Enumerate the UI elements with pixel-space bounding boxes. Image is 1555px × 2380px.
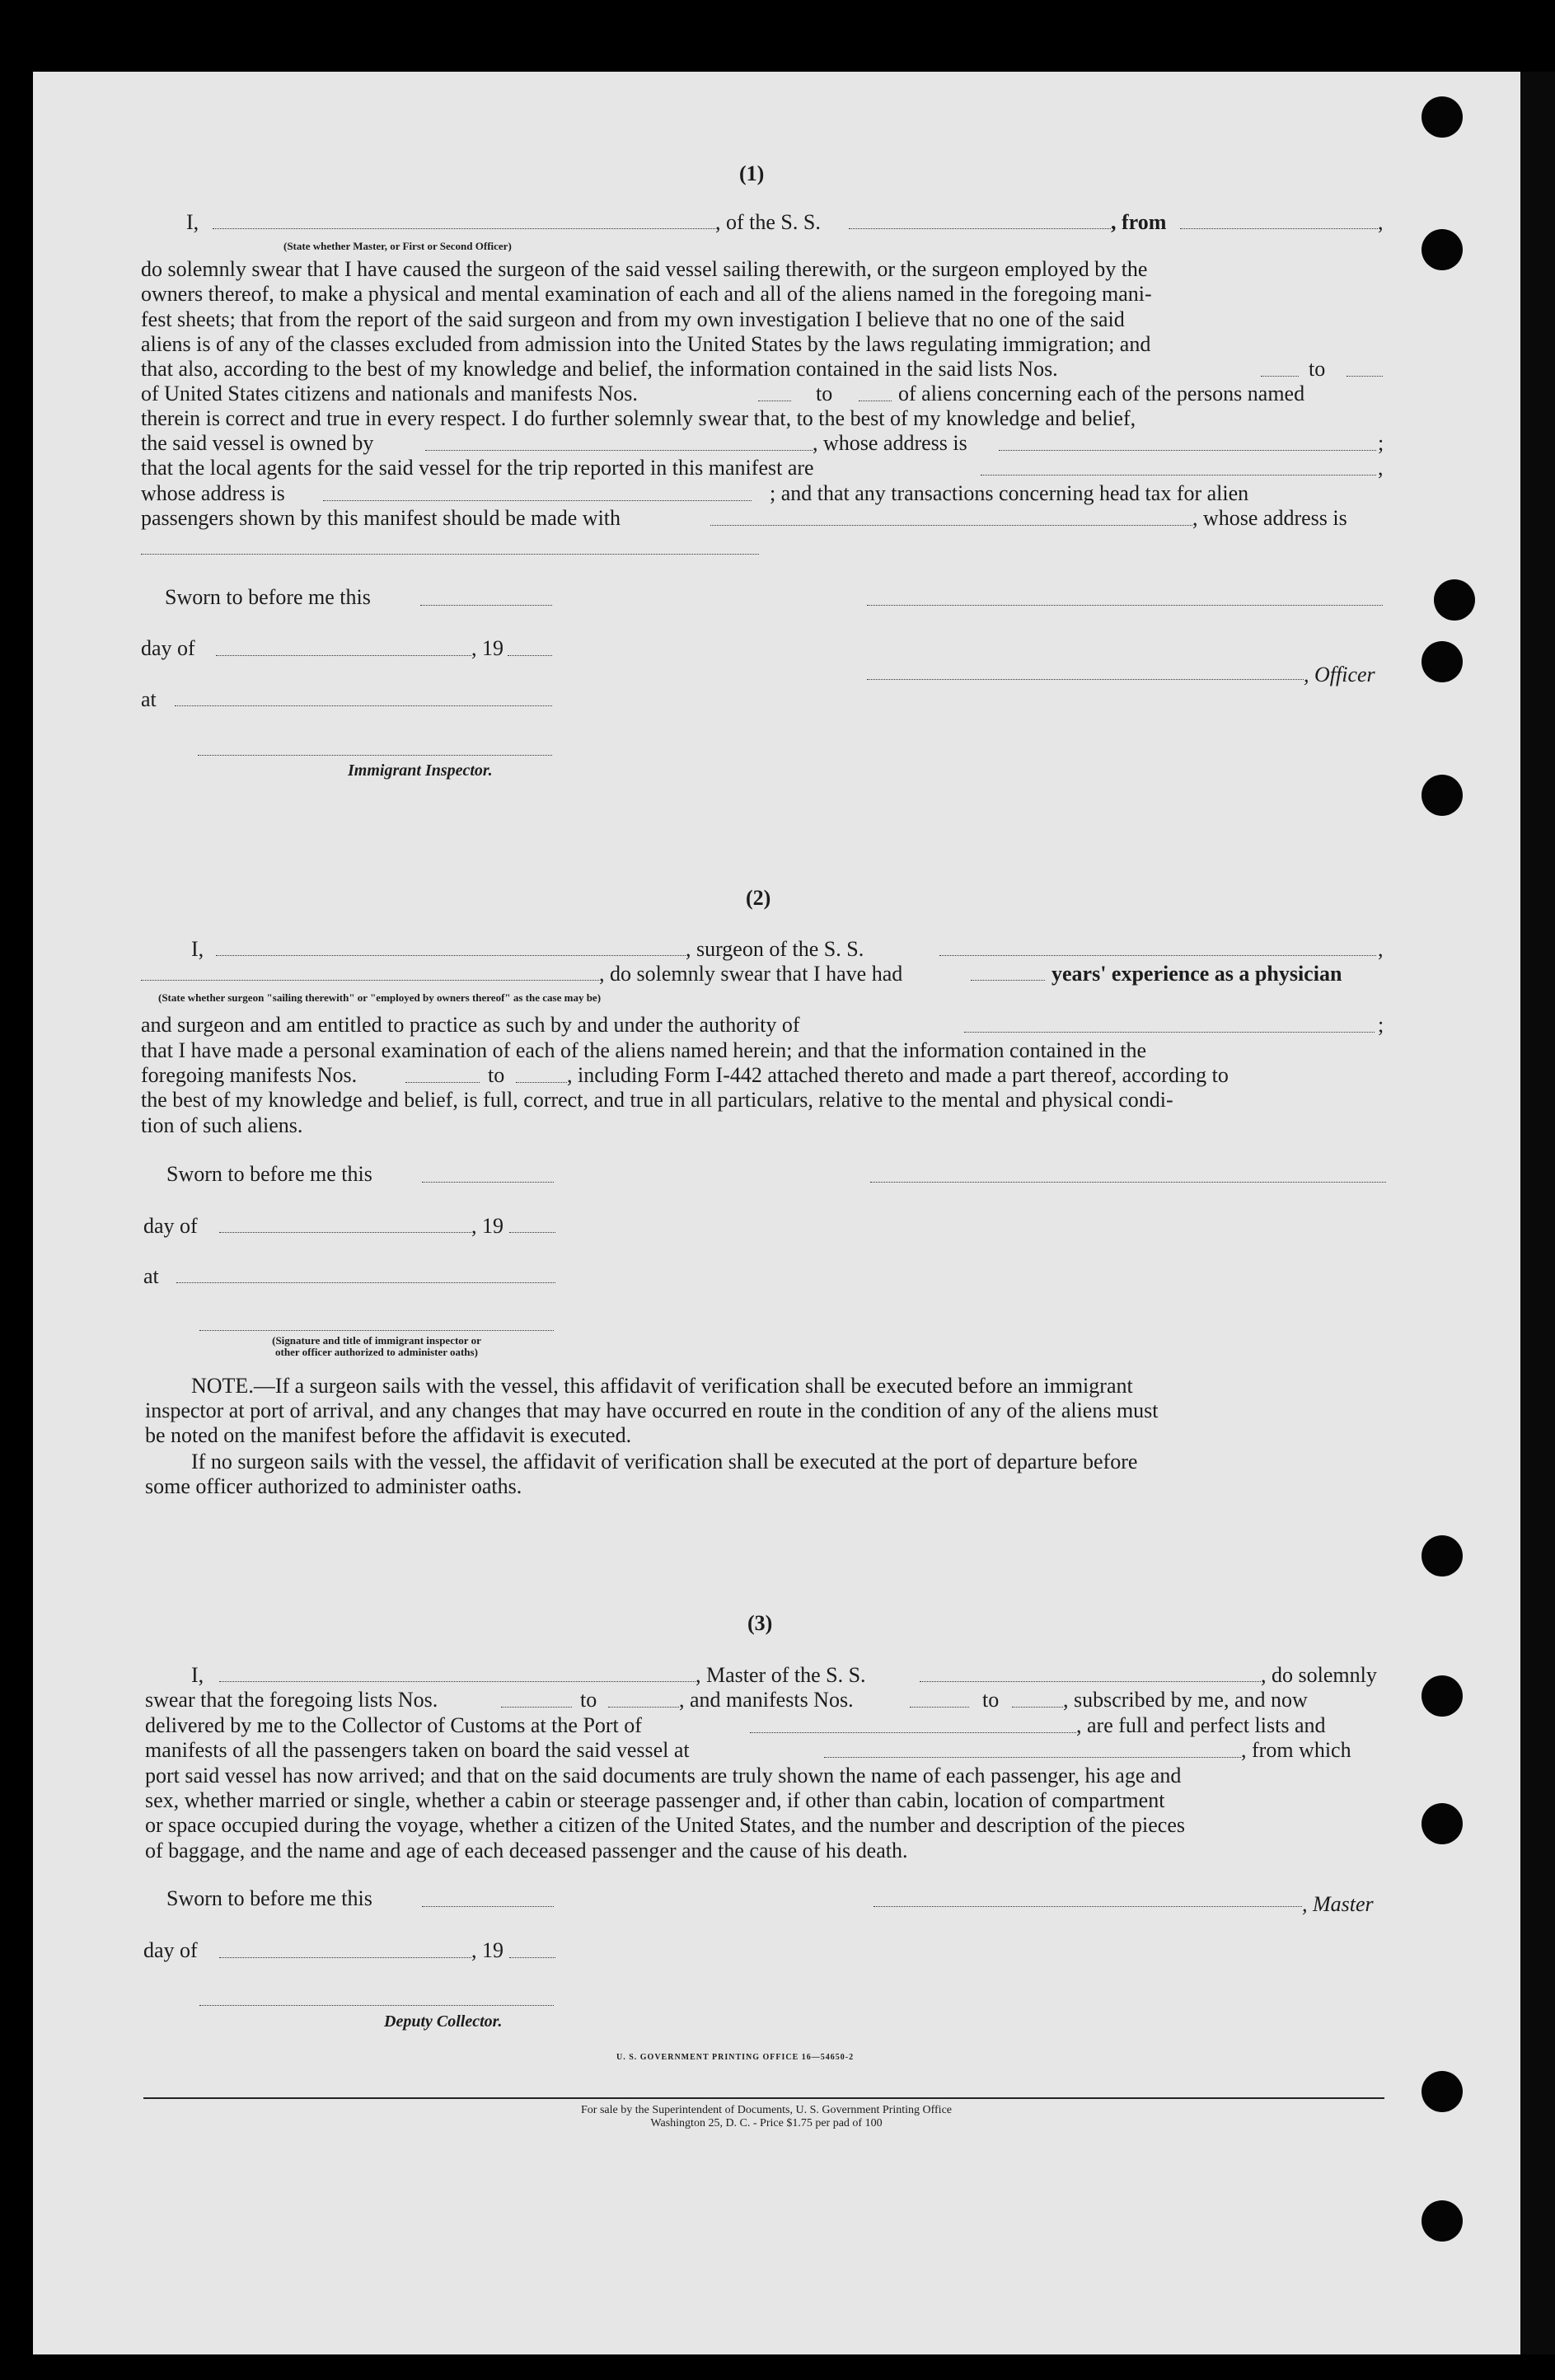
s3-port-field[interactable]	[750, 1732, 1076, 1733]
s3-solemnly: , do solemnly	[1261, 1663, 1377, 1687]
s1-whose-address: , whose address is	[813, 431, 967, 455]
s3-boarding-port-field[interactable]	[824, 1757, 1241, 1758]
s1-at-field[interactable]	[175, 705, 552, 706]
s1-year: , 19	[471, 636, 504, 660]
s1-officer-field[interactable]	[213, 228, 715, 229]
s2-line1-comma: ,	[1378, 937, 1384, 961]
s1-day-of: day of	[141, 636, 195, 660]
binder-hole	[1422, 775, 1463, 816]
s2-to: to	[488, 1063, 505, 1087]
s2-note-line: If no surgeon sails with the vessel, the affidavit of verification shall be executed at the port of departure before	[191, 1450, 1138, 1473]
s1-whose-address-end: , whose address is	[1192, 506, 1347, 530]
s3-day-field[interactable]	[219, 1957, 471, 1958]
s2-note-line: NOTE.—If a surgeon sails with the vessel, this affidavit of verification shall be executed before an immigrant	[191, 1374, 1133, 1398]
s3-line1-ss: , Master of the S. S.	[696, 1663, 866, 1687]
s3-para-line: port said vessel has now arrived; and that on the said documents are truly shown the name of each passenger, his age and	[145, 1764, 1182, 1787]
s1-lists-from-field[interactable]	[1261, 376, 1299, 377]
s3-full-lists: , are full and perfect lists and	[1076, 1713, 1326, 1737]
s1-inspector-label: Immigrant Inspector.	[348, 761, 493, 780]
s1-owner-field[interactable]	[425, 450, 813, 451]
s2-para-line: foregoing manifests Nos.	[141, 1063, 358, 1087]
s1-officer-note: (State whether Master, or First or Second Officer)	[283, 240, 512, 252]
s2-semicolon: ;	[1378, 1013, 1384, 1037]
s3-line1-i: I,	[191, 1663, 204, 1687]
s1-agents-field[interactable]	[981, 475, 1376, 476]
sale-notice-2: Washington 25, D. C. - Price $1.75 per pad of 100	[650, 2117, 883, 2129]
s2-manifest-to-field[interactable]	[516, 1082, 567, 1083]
s3-master-sig-field[interactable]	[874, 1906, 1302, 1907]
s2-signature-field[interactable]	[870, 1182, 1386, 1183]
s2-status-note: (State whether surgeon "sailing therewith" or "employed by owners thereof" as the case may be)	[158, 991, 602, 1004]
s3-para-line: swear that the foregoing lists Nos.	[145, 1688, 438, 1712]
s1-para-line: aliens is of any of the classes excluded from admission into the United States by the laws regulating immigration; and	[141, 332, 1151, 356]
s2-line1-i: I,	[191, 937, 204, 961]
sale-notice-1: For sale by the Superintendent of Documents, U. S. Government Printing Office	[581, 2104, 952, 2116]
s2-year-field[interactable]	[509, 1232, 555, 1233]
s1-to: to	[1309, 357, 1326, 381]
s1-agents-address-field[interactable]	[323, 500, 752, 501]
s1-para-line: do solemnly swear that I have caused the surgeon of the said vessel sailing therewith, or the surgeon employed by the	[141, 257, 1148, 281]
s2-note-line: be noted on the manifest before the affidavit is executed.	[145, 1423, 632, 1447]
s3-sworn-field[interactable]	[422, 1906, 554, 1907]
s3-para-line: delivered by me to the Collector of Customs at the Port of	[145, 1713, 642, 1737]
s3-sworn: Sworn to before me this	[166, 1886, 372, 1910]
s2-day-field[interactable]	[219, 1232, 471, 1233]
s2-year: , 19	[471, 1214, 504, 1238]
s3-subscribed: , subscribed by me, and now	[1063, 1688, 1308, 1712]
s2-line2-years: years' experience as a physician	[1051, 962, 1342, 986]
s1-signature-field[interactable]	[867, 605, 1383, 606]
s3-manifest-from-field[interactable]	[910, 1707, 969, 1708]
s1-head-tax: ; and that any transactions concerning head tax for alien	[770, 481, 1249, 505]
s3-master-label: , Master	[1302, 1892, 1374, 1916]
s3-year: , 19	[471, 1938, 504, 1962]
binder-hole	[1422, 96, 1463, 138]
s1-line1-i: I,	[186, 210, 199, 234]
s1-line1-from: , from	[1111, 210, 1167, 234]
s3-year-field[interactable]	[509, 1957, 555, 1958]
s1-to: to	[816, 382, 833, 405]
s2-sig-note-1: (Signature and title of immigrant inspector or	[272, 1334, 481, 1347]
s3-manifest-to-field[interactable]	[1012, 1707, 1063, 1708]
s3-and-manifests: , and manifests Nos.	[679, 1688, 854, 1712]
footer-rule	[143, 2097, 1384, 2099]
s1-head-tax-address-field[interactable]	[141, 554, 759, 555]
s2-para-line: and surgeon and am entitled to practice as such by and under the authority of	[141, 1013, 800, 1037]
s2-years-field[interactable]	[971, 980, 1045, 981]
s1-para-line: that also, according to the best of my knowledge and belief, the information contained in the said lists Nos.	[141, 357, 1058, 381]
binder-hole	[1434, 579, 1475, 621]
s2-sworn-field[interactable]	[422, 1182, 554, 1183]
s2-note-line: some officer authorized to administer oaths.	[145, 1474, 522, 1498]
s2-para-line: the best of my knowledge and belief, is full, correct, and true in all particulars, relative to the mental and physical condi-	[141, 1088, 1173, 1112]
s1-day-field[interactable]	[216, 655, 471, 656]
s3-master-name-field[interactable]	[219, 1681, 696, 1682]
s2-line2-swear: , do solemnly swear that I have had	[599, 962, 903, 986]
s1-comma: ,	[1378, 456, 1384, 480]
s1-inspector-sig-field[interactable]	[198, 755, 552, 756]
s2-para-line: that I have made a personal examination of each of the aliens named herein; and that the information contained in the	[141, 1038, 1147, 1062]
s2-manifest-from-field[interactable]	[405, 1082, 480, 1083]
s1-vessel-field[interactable]	[849, 228, 1111, 229]
section-3-heading: (3)	[747, 1611, 773, 1635]
s1-para-line: owners thereof, to make a physical and mental examination of each and all of the aliens named in the foregoing mani-	[141, 282, 1152, 306]
s3-lists-from-field[interactable]	[501, 1707, 572, 1708]
binder-hole	[1422, 641, 1463, 682]
binder-hole	[1422, 2200, 1463, 2242]
binder-hole	[1422, 1675, 1463, 1717]
s3-para-line: or space occupied during the voyage, whether a citizen of the United States, and the number and description of the pieces	[145, 1813, 1186, 1837]
s1-officer-sig-field[interactable]	[867, 679, 1304, 680]
s1-para-line: that the local agents for the said vessel for the trip reported in this manifest are	[141, 456, 814, 480]
s3-para-line: manifests of all the passengers taken on board the said vessel at	[145, 1738, 690, 1762]
section-1-heading: (1)	[739, 162, 765, 185]
binder-hole	[1422, 1535, 1463, 1577]
binder-hole	[1422, 2071, 1463, 2112]
s3-collector-sig-field[interactable]	[199, 2005, 554, 2006]
s1-sworn-field[interactable]	[420, 605, 552, 606]
s2-at: at	[143, 1264, 159, 1288]
s3-to: to	[982, 1688, 1000, 1712]
s3-para-line: sex, whether married or single, whether a cabin or steerage passenger and, if other than cabin, location of compartment	[145, 1788, 1165, 1812]
s3-lists-to-field[interactable]	[608, 1707, 679, 1708]
s1-para-line: whose address is	[141, 481, 285, 505]
s1-para-line: the said vessel is owned by	[141, 431, 374, 455]
binder-hole	[1422, 1803, 1463, 1844]
scan-border	[1520, 72, 1555, 2354]
s1-para-line: passengers shown by this manifest should be made with	[141, 506, 621, 530]
s1-sworn: Sworn to before me this	[165, 585, 371, 609]
s2-line1-ss: , surgeon of the S. S.	[686, 937, 864, 961]
s2-authority-field[interactable]	[964, 1032, 1375, 1033]
s2-day-of: day of	[143, 1214, 198, 1238]
s3-to: to	[580, 1688, 597, 1712]
s1-of-aliens: of aliens concerning each of the persons named	[898, 382, 1305, 405]
s3-vessel-field[interactable]	[920, 1681, 1261, 1682]
s3-collector-label: Deputy Collector.	[384, 2012, 503, 2031]
s2-including: , including Form I-442 attached thereto and made a part thereof, according to	[567, 1063, 1229, 1087]
s2-surgeon-name-field[interactable]	[216, 955, 686, 956]
s1-owner-address-field[interactable]	[999, 450, 1376, 451]
s1-lists-to-field[interactable]	[1347, 376, 1383, 377]
s2-para-line: tion of such aliens.	[141, 1113, 303, 1137]
s2-sworn: Sworn to before me this	[166, 1162, 372, 1186]
s1-at: at	[141, 687, 157, 711]
s2-inspector-sig-field[interactable]	[199, 1330, 554, 1331]
s2-surgeon-status-field[interactable]	[141, 980, 599, 981]
gpo-imprint: U. S. GOVERNMENT PRINTING OFFICE 16—54650-2	[616, 2053, 855, 2062]
s1-from-field[interactable]	[1180, 228, 1378, 229]
s1-year-field[interactable]	[508, 655, 552, 656]
s3-from-which: , from which	[1241, 1738, 1351, 1762]
s3-para-line: of baggage, and the name and age of each deceased passenger and the cause of his death.	[145, 1839, 908, 1862]
s3-day-of: day of	[143, 1938, 198, 1962]
s2-note-line: inspector at port of arrival, and any changes that may have occurred en route in the condition of any of the aliens must	[145, 1398, 1159, 1422]
s1-para-line: of United States citizens and nationals and manifests Nos.	[141, 382, 638, 405]
binder-hole	[1422, 229, 1463, 270]
s2-vessel-field[interactable]	[939, 955, 1376, 956]
s1-line1-ss: , of the S. S.	[715, 210, 821, 234]
s1-para-line: fest sheets; that from the report of the said surgeon and from my own investigation I believe that no one of the said	[141, 307, 1125, 331]
s1-head-tax-field[interactable]	[710, 525, 1192, 526]
s1-semicolon: ;	[1378, 431, 1384, 455]
section-2-heading: (2)	[746, 886, 771, 910]
s1-line1-comma: ,	[1378, 210, 1384, 234]
s2-sig-note-2: other officer authorized to administer oaths)	[275, 1346, 478, 1358]
s2-at-field[interactable]	[176, 1282, 555, 1283]
s1-officer-label: , Officer	[1304, 663, 1375, 686]
s1-para-line: therein is correct and true in every respect. I do further solemnly swear that, to the best of my knowledge and belief,	[141, 406, 1136, 430]
